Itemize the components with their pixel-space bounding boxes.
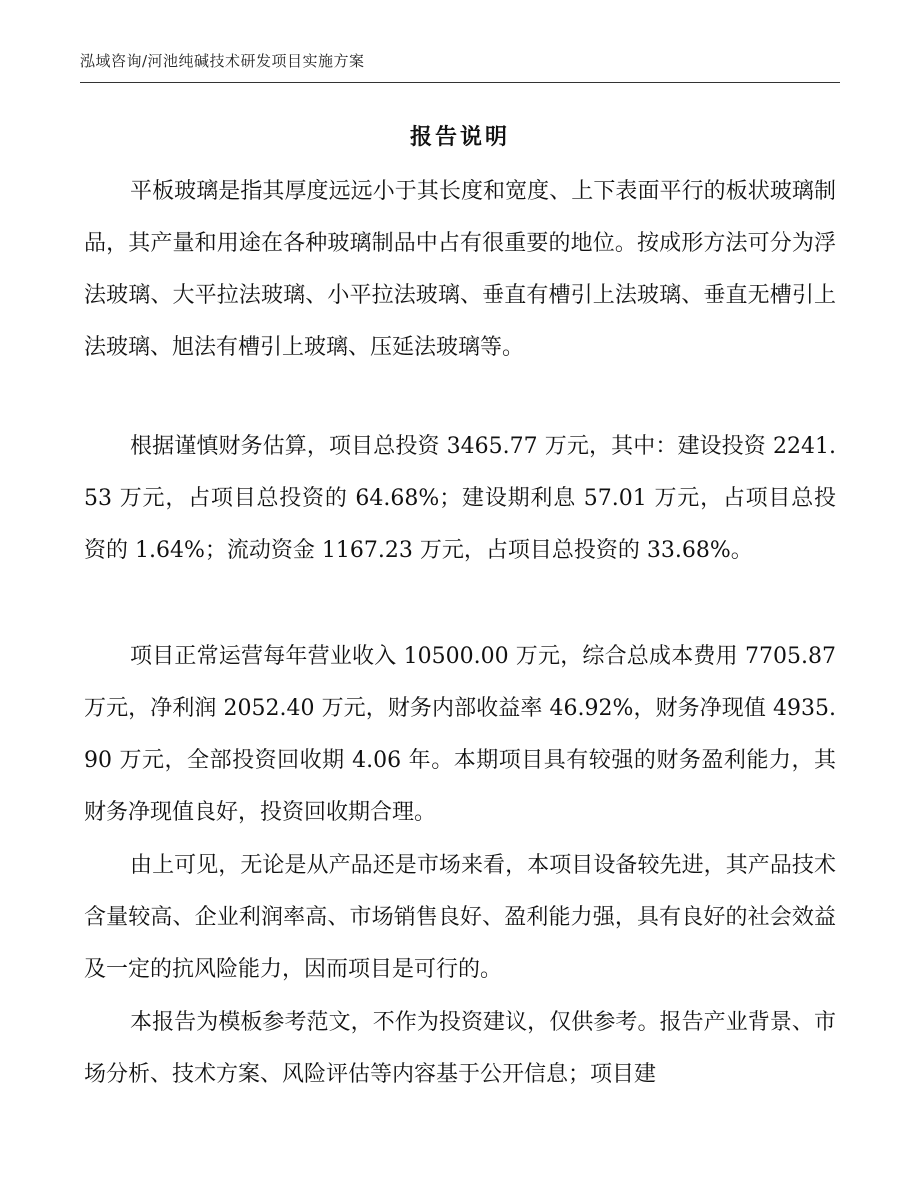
page-title: 报告说明 xyxy=(409,124,510,150)
body-paragraph-2: 根据谨慎财务估算，项目总投资 3465.77 万元，其中：建设投资 2241.53 万元，占项目总投资的 64.68%；建设期利息 57.01 万元，占项目总投资的 1.64%；流动资金 1167.23 万元，占项目总投资的 33.68%。 xyxy=(84,434,836,563)
body-paragraph-3: 项目正常运营每年营业收入 10500.00 万元，综合总成本费用 7705.87 万元，净利润 2052.40 万元，财务内部收益率 46.92%，财务净现值 4935.90 万元，全部投资回收期 4.06 年。本期项目具有较强的财务盈利能力，其财务净现值良好，投资回收期合理。 xyxy=(84,644,836,825)
header-divider xyxy=(80,82,840,83)
body-paragraph-5: 本报告为模板参考范文，不作为投资建议，仅供参考。报告产业背景、市场分析、技术方案、风险评估等内容基于公开信息；项目建 xyxy=(84,1010,836,1087)
body-paragraph-1: 平板玻璃是指其厚度远远小于其长度和宽度、上下表面平行的板状玻璃制品，其产量和用途在各种玻璃制品中占有很重要的地位。按成形方法可分为浮法玻璃、大平拉法玻璃、小平拉法玻璃、垂直有槽引上法玻璃、垂直无槽引上法玻璃、旭法有槽引上玻璃、压延法玻璃等。 xyxy=(84,179,836,360)
body-paragraph-4: 由上可见，无论是从产品还是市场来看，本项目设备较先进，其产品技术含量较高、企业利润率高、市场销售良好、盈利能力强，具有良好的社会效益及一定的抗风险能力，因而项目是可行的。 xyxy=(84,853,836,982)
running-header: 泓域咨询/河池纯碱技术研发项目实施方案 xyxy=(80,52,365,70)
